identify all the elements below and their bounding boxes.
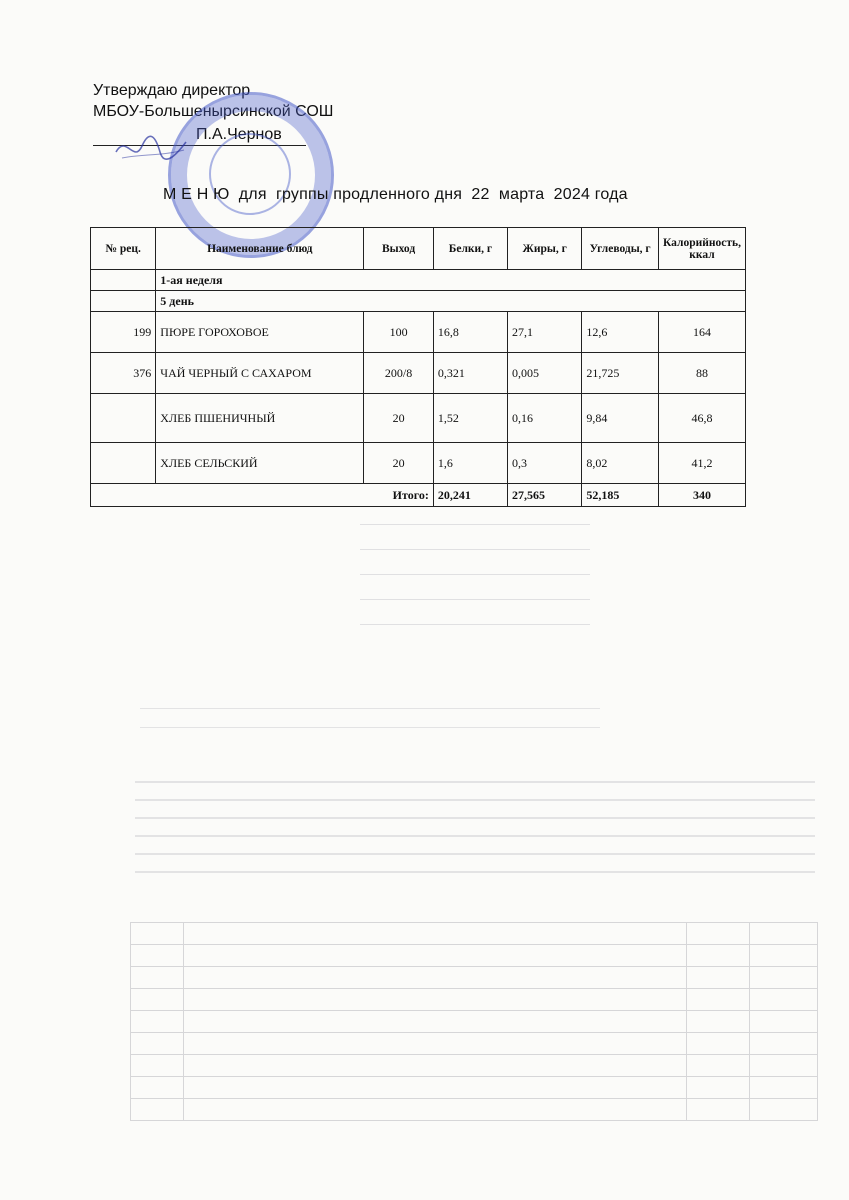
dish-fat: 27,1 [508,312,582,353]
dish-name: ПЮРЕ ГОРОХОВОЕ [156,312,364,353]
table-row [91,353,746,394]
approval-org: МБОУ-Большенырсинской СОШ [93,103,334,120]
dish-name: ХЛЕБ ПШЕНИЧНЫЙ [156,394,364,443]
recipe-num [91,394,156,443]
dish-protein: 0,321 [433,353,507,394]
dish-output: 100 [364,312,434,353]
dish-output: 20 [364,443,434,484]
total-fat: 27,565 [508,484,582,507]
dish-output: 20 [364,394,434,443]
dish-protein: 1,6 [433,443,507,484]
dish-protein: 1,52 [433,394,507,443]
dish-kcal: 46,8 [658,394,745,443]
table-row [91,443,746,484]
approval-line: Утверждаю директор [93,82,251,99]
dish-fat: 0,3 [508,443,582,484]
week-label: 1-ая неделя [156,270,746,291]
col-dish-name: Наименование блюд [156,228,364,270]
table-header-row [91,228,746,270]
total-label: Итого: [91,484,434,507]
dish-carbs: 21,725 [582,353,659,394]
dish-kcal: 88 [658,353,745,394]
dish-kcal: 164 [658,312,745,353]
dish-name: ЧАЙ ЧЕРНЫЙ С САХАРОМ [156,353,364,394]
table-row [91,394,746,443]
col-recipe-num: № рец. [91,228,156,270]
dish-kcal: 41,2 [658,443,745,484]
col-fat: Жиры, г [508,228,582,270]
dish-name: ХЛЕБ СЕЛЬСКИЙ [156,443,364,484]
total-kcal: 340 [658,484,745,507]
dish-fat: 0,16 [508,394,582,443]
page-title: М Е Н Ю для группы продленного дня 22 марта 2024 года [163,186,628,203]
day-row [91,291,746,312]
menu-table [90,227,746,507]
total-protein: 20,241 [433,484,507,507]
recipe-num: 199 [91,312,156,353]
total-carbs: 52,185 [582,484,659,507]
dish-output: 200/8 [364,353,434,394]
dish-carbs: 8,02 [582,443,659,484]
dish-fat: 0,005 [508,353,582,394]
table-row [91,312,746,353]
day-label: 5 день [156,291,746,312]
col-protein: Белки, г [433,228,507,270]
recipe-num: 376 [91,353,156,394]
dish-carbs: 12,6 [582,312,659,353]
approval-signer: П.А.Чернов [93,124,306,146]
recipe-num [91,443,156,484]
col-output: Выход [364,228,434,270]
dish-protein: 16,8 [433,312,507,353]
week-row [91,270,746,291]
dish-carbs: 9,84 [582,394,659,443]
director-signature [112,128,192,168]
col-carbs: Углеводы, г [582,228,659,270]
col-kcal: Калорийность, ккал [658,228,745,270]
